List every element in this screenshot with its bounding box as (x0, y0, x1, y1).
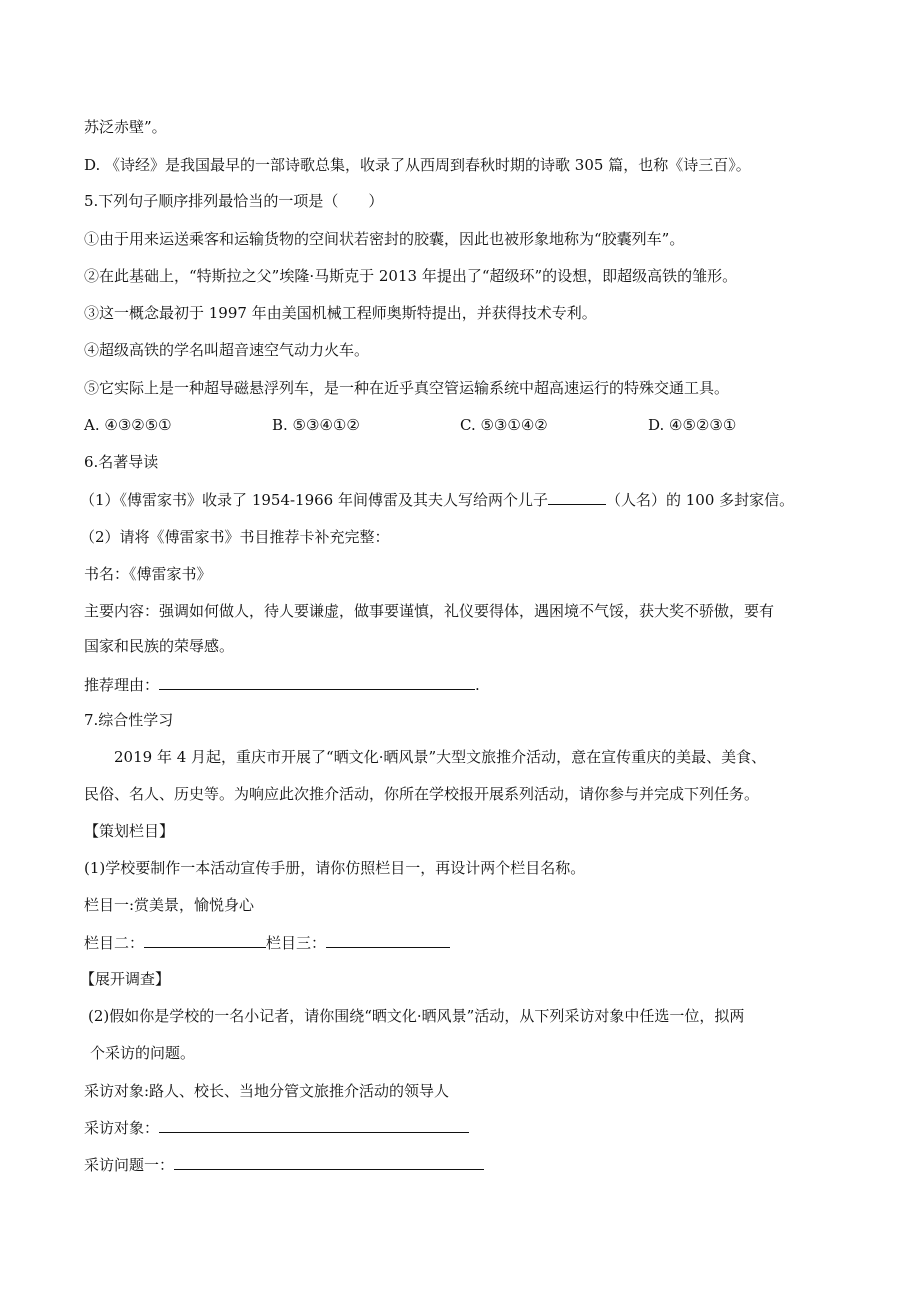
main-content-line-1: 主要内容：强调如何做人，待人要谦虚，做事要谨慎，礼仪要得体，遇困境不气馁，获大奖不骄傲，要有 (84, 602, 775, 620)
book-title: 书名：《傅雷家书》 (84, 565, 212, 583)
answer-blank-column-3[interactable] (326, 932, 450, 948)
question-6-title: 6.名著导读 (84, 453, 159, 471)
interview-targets: 采访对象:路人、校长、当地分管文旅推介活动的领导人 (84, 1082, 450, 1100)
question-6-1-suffix: （人名）的 100 多封家信。 (606, 491, 795, 509)
recommend-reason-end: . (475, 676, 480, 694)
sentence-3: ③这一概念最初于 1997 年由美国机械工程师奥斯特提出，并获得技术专利。 (84, 304, 597, 322)
text-line: 苏泛赤壁”。 (84, 118, 167, 136)
answer-blank-column-2[interactable] (144, 932, 266, 948)
column-1: 栏目一:赏美景，愉悦身心 (84, 896, 255, 914)
question-6-1 (80, 489, 794, 510)
column-3-label: 栏目三： (266, 934, 327, 952)
column-2-3 (84, 932, 450, 953)
section-heading-survey: 【展开调查】 (80, 970, 171, 988)
recommend-reason-label: 推荐理由： (84, 676, 160, 694)
interview-question-1 (84, 1154, 484, 1175)
recommend-reason (84, 674, 480, 695)
answer-blank-question-1[interactable] (174, 1154, 484, 1170)
interview-question-1-label: 采访问题一： (84, 1156, 175, 1174)
answer-blank-target[interactable] (159, 1117, 469, 1133)
task-2-line-2: 个采访的问题。 (90, 1044, 196, 1062)
interview-target-label: 采访对象： (84, 1119, 160, 1137)
task-2-line-1: (2)假如你是学校的一名小记者，请你围绕“晒文化·晒风景”活动，从下列采访对象中任选一位，拟两 (88, 1007, 745, 1025)
sentence-1: ①由于用来运送乘客和运输货物的空间状若密封的胶囊，因此也被形象地称为“胶囊列车”。 (84, 230, 685, 248)
question-6-1-prefix: （1）《傅雷家书》收录了 1954-1966 年间傅雷及其夫人写给两个儿子 (80, 491, 548, 509)
option-a[interactable]: A. ④③②⑤① (84, 416, 172, 434)
intro-paragraph-line-1: 2019 年 4 月起，重庆市开展了“晒文化·晒风景”大型文旅推介活动，意在宣传重庆的美最、美食、 (114, 748, 767, 766)
intro-paragraph-line-2: 民俗、名人、历史等。为响应此次推介活动，你所在学校报开展系列活动，请你参与并完成下列任务。 (84, 785, 760, 803)
answer-blank-sons[interactable] (548, 489, 606, 505)
question-7-title: 7.综合性学习 (84, 711, 174, 729)
option-c[interactable]: C. ⑤③①④② (460, 416, 548, 434)
column-2-label: 栏目二： (84, 934, 145, 952)
answer-blank-reason[interactable] (159, 674, 475, 690)
sentence-5: ⑤它实际上是一种超导磁悬浮列车，是一种在近乎真空管运输系统中超高速运行的特殊交通工具。 (84, 379, 730, 397)
question-5-title: 5.下列句子顺序排列最恰当的一项是（ ） (84, 192, 384, 210)
sentence-2: ②在此基础上，“特斯拉之父”埃隆·马斯克于 2013 年提出了“超级环”的设想，即超级高铁的雏形。 (84, 267, 738, 285)
question-6-2: （2）请将《傅雷家书》书目推荐卡补充完整： (80, 528, 390, 546)
main-content-line-2: 国家和民族的荣辱感。 (84, 637, 235, 655)
sentence-4: ④超级高铁的学名叫超音速空气动力火车。 (84, 341, 370, 359)
task-1: (1)学校要制作一本活动宣传手册，请你仿照栏目一，再设计两个栏目名称。 (84, 859, 586, 877)
section-heading-plan: 【策划栏目】 (84, 822, 175, 840)
option-d[interactable]: D. ④⑤②③① (648, 416, 737, 434)
interview-target (84, 1117, 469, 1138)
option-d-statement: D. 《诗经》是我国最早的一部诗歌总集，收录了从西周到春秋时期的诗歌 305 篇，也称《诗三百》。 (84, 156, 751, 174)
option-b[interactable]: B. ⑤③④①② (272, 416, 360, 434)
